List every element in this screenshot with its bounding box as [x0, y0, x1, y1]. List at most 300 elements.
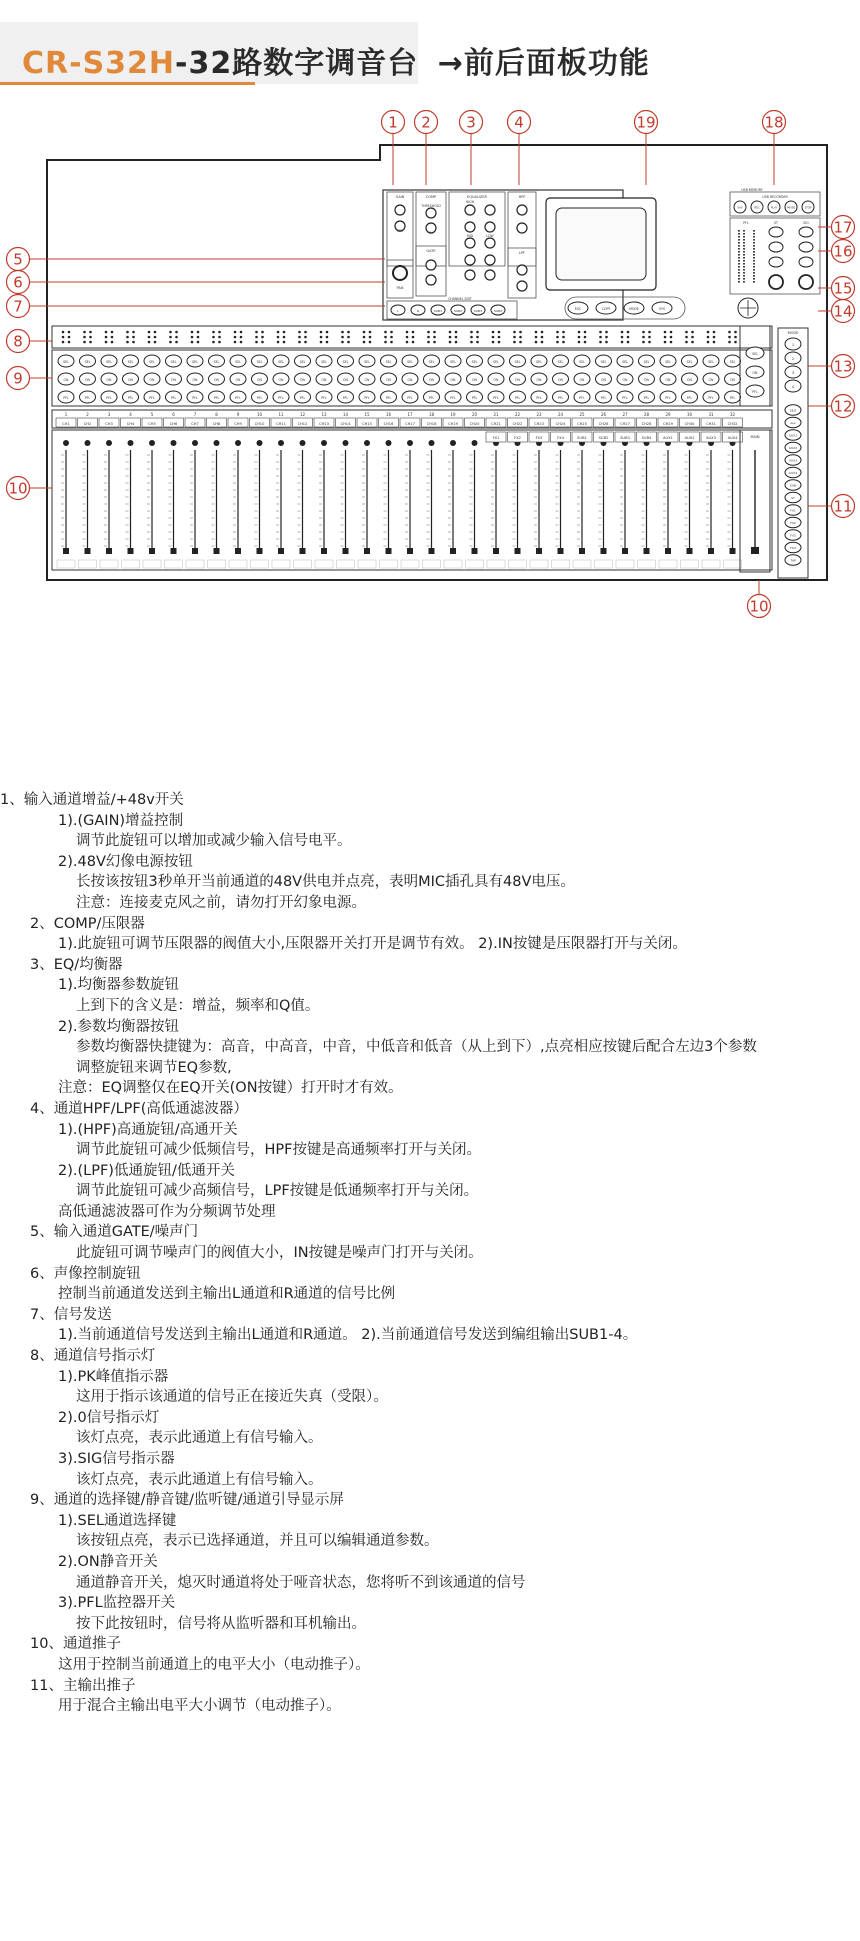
channel-button-label: SEL — [342, 360, 349, 364]
title-subtitle: 前后面板功能 — [463, 46, 650, 81]
channel-button-label: ON — [536, 378, 542, 382]
signal-led — [148, 331, 151, 334]
signal-led — [169, 341, 172, 344]
meter-led — [738, 236, 740, 238]
signal-led — [605, 341, 608, 344]
signal-led — [261, 336, 264, 339]
channel-button-label: ON — [708, 378, 714, 382]
screen-button-label: SYS — [659, 307, 665, 311]
panel-generated-parts — [7, 111, 855, 618]
signal-led — [132, 336, 135, 339]
section-label: CHANNEL EDIT — [448, 297, 472, 301]
knob — [465, 205, 475, 215]
section-label: USB RECORDER — [762, 195, 788, 199]
note-line: 1).(HPF)高通旋钮/高通开关 — [58, 1121, 238, 1138]
signal-led — [111, 341, 114, 344]
note-line: 1).此旋钮可调节压限器的阀值大小,压限器开关打开是调节有效。 2).IN按键是压限器打开与关闭。 — [58, 936, 687, 953]
bus-name: AUX2 — [684, 436, 695, 440]
meter-led — [743, 251, 745, 253]
signal-led — [197, 336, 200, 339]
knob-label: LOW — [486, 234, 494, 238]
route-button-label: SUB3 — [473, 309, 483, 313]
knob — [426, 260, 436, 270]
signal-led — [455, 336, 458, 339]
signal-led — [175, 331, 178, 334]
channel-button-label: SEL — [557, 360, 564, 364]
channel-button-label: PFL — [729, 396, 736, 400]
signal-led — [298, 331, 301, 334]
note-line: 9、通道的选择键/静音键/监听键/通道引导显示屏 — [30, 1492, 344, 1509]
channel-button-label: PFL — [149, 396, 155, 400]
channel-button-label: SEL — [450, 360, 456, 364]
signal-led — [105, 341, 108, 344]
channel-button-label: ON — [85, 378, 90, 382]
channel-number: 3 — [107, 412, 111, 417]
function-button-label: TAP — [790, 558, 796, 563]
signal-led — [734, 331, 737, 334]
usb-button-label: REC — [754, 206, 760, 210]
channel-name: CH30 — [684, 422, 695, 426]
meter-led — [738, 251, 740, 253]
signal-led — [455, 331, 458, 334]
fader-knob — [665, 548, 671, 554]
section-label: LPF — [518, 251, 526, 255]
signal-led — [83, 336, 86, 339]
channel-button-label: PFL — [407, 396, 413, 400]
function-button-label: AUX1 — [788, 433, 798, 438]
channel-name: CH16 — [383, 422, 394, 426]
channel-button-label: SEL — [407, 360, 413, 364]
signal-led — [191, 331, 194, 334]
channel-button-label: SEL — [665, 360, 671, 364]
channel-button-label: PFL — [450, 396, 456, 400]
signal-led — [433, 341, 436, 344]
signal-led — [261, 341, 264, 344]
meter-led — [753, 260, 755, 262]
meter-led — [753, 278, 755, 280]
signal-led — [642, 341, 645, 344]
fader-knob — [708, 548, 714, 554]
channel-button-label: PFL — [364, 396, 370, 400]
knob — [485, 205, 495, 215]
channel-name: CH1 — [62, 422, 70, 426]
channel-name: CH20 — [469, 422, 480, 426]
note-line: 5、输入通道GATE/噪声门 — [30, 1224, 199, 1241]
route-button-label: L — [397, 309, 399, 313]
channel-button-label: ON — [450, 378, 456, 382]
signal-led — [218, 341, 221, 344]
meter-led — [743, 242, 745, 244]
signal-led — [734, 336, 737, 339]
signal-led — [148, 341, 151, 344]
title-main: -32路数字调音台 — [175, 46, 419, 81]
channel-button-label: ON — [128, 378, 133, 382]
channel-name: CH19 — [448, 422, 458, 426]
channel-button-label: SEL — [686, 360, 693, 364]
fader-knob — [579, 548, 585, 554]
callout-number: 14 — [833, 302, 853, 321]
channel-name: CH8 — [212, 422, 221, 426]
note-line: 上到下的含义是：增益，频率和Q值。 — [76, 997, 320, 1014]
title-banner — [0, 0, 860, 100]
channel-name: CH23 — [534, 422, 544, 426]
signal-led — [498, 341, 501, 344]
function-button-label: FX2 — [790, 521, 796, 525]
meter-led — [738, 245, 740, 247]
title-arrow: → — [437, 46, 464, 81]
fader-knob — [536, 548, 542, 554]
callout-number: 8 — [13, 332, 23, 351]
signal-led — [492, 341, 495, 344]
signal-led — [707, 341, 710, 344]
fader-knob — [644, 548, 650, 554]
channel-button-label: PFL — [385, 396, 392, 400]
signal-led — [621, 336, 624, 339]
signal-led — [240, 341, 243, 344]
signal-led — [406, 331, 409, 334]
fader-knob — [472, 548, 478, 554]
knob — [517, 265, 527, 275]
signal-led — [498, 336, 501, 339]
meter-led — [743, 263, 745, 265]
channel-button-label: SEL — [213, 360, 220, 364]
fader-knob — [235, 548, 241, 554]
channel-button-label: PFL — [170, 396, 177, 400]
channel-name: CH28 — [641, 422, 652, 426]
meter-led — [738, 230, 740, 232]
signal-led — [304, 331, 307, 334]
signal-led — [599, 341, 602, 344]
meter-led — [738, 242, 740, 244]
signal-led — [691, 336, 694, 339]
signal-led — [212, 341, 215, 344]
channel-button-label: ON — [149, 378, 155, 382]
signal-led — [169, 336, 172, 339]
note-line: 4、通道HPF/LPF(高低通滤波器） — [30, 1100, 248, 1117]
channel-name: CH31 — [706, 422, 716, 426]
signal-led — [363, 341, 366, 344]
section-label: EQUALIZER — [467, 195, 487, 199]
channel-button-label: ON — [278, 378, 284, 382]
signal-led — [492, 336, 495, 339]
knob — [465, 270, 475, 280]
signal-led — [556, 336, 559, 339]
signal-led — [62, 336, 65, 339]
function-button-label: FX1 — [790, 508, 796, 513]
meter-led — [743, 245, 745, 247]
meter-led — [753, 233, 755, 235]
channel-button-label: ON — [364, 378, 370, 382]
signal-led — [320, 331, 323, 334]
callout-number: 6 — [13, 273, 23, 292]
signal-led — [449, 341, 452, 344]
channel-button-label: ON — [558, 378, 563, 382]
channel-name: CH15 — [362, 422, 372, 426]
callout-number: 13 — [833, 357, 853, 376]
channel-button-label: PFL — [557, 396, 564, 400]
channel-name: CH6 — [169, 422, 178, 426]
knob — [426, 275, 436, 285]
fader-knob — [622, 548, 628, 554]
section-label: USB MEMORY — [741, 188, 763, 192]
signal-led — [126, 336, 129, 339]
fader-knob — [687, 548, 693, 554]
channel-button-label: SEL — [106, 360, 112, 364]
channel-button-label: ON — [300, 378, 305, 382]
fader-knob — [192, 548, 198, 554]
meter-led — [743, 257, 745, 259]
monitor-button — [769, 257, 783, 267]
channel-number: 11 — [278, 412, 284, 417]
meter-led — [753, 263, 755, 265]
note-line: 这用于控制当前通道上的电平大小（电动推子）。 — [58, 1656, 370, 1673]
note-line: 高低通滤波器可作为分频调节处理 — [58, 1203, 276, 1220]
meter-led — [743, 239, 745, 241]
channel-number: 32 — [729, 412, 736, 417]
callout-number: 18 — [764, 113, 784, 132]
signal-led — [320, 341, 323, 344]
signal-led — [369, 331, 372, 334]
bus-name: AUX1 — [663, 436, 673, 440]
note-line: 调整旋钮来调节EQ参数, — [76, 1059, 232, 1076]
signal-led — [62, 331, 65, 334]
callout-number: 3 — [466, 113, 476, 132]
signal-led — [455, 341, 458, 344]
screen-button-label: COPY — [601, 307, 611, 311]
usb-button-label: PLAY — [770, 206, 778, 210]
channel-button-label: SEL — [192, 360, 198, 364]
channel-button-label: ON — [386, 378, 391, 382]
note-line: 2).48V幻像电源按钮 — [58, 853, 193, 870]
channel-number: 31 — [708, 412, 714, 417]
fader-led — [343, 440, 349, 446]
signal-led — [578, 341, 581, 344]
signal-led — [240, 336, 243, 339]
signal-led — [664, 336, 667, 339]
route-button-label: SUB4 — [493, 309, 503, 313]
function-button-label: AUX4 — [788, 471, 798, 475]
signal-led — [83, 331, 86, 334]
meter-led — [753, 266, 755, 268]
channel-button-label: SEL — [84, 360, 91, 364]
fader-knob — [601, 548, 607, 554]
knob-label: PAN — [396, 286, 404, 290]
signal-led — [578, 331, 581, 334]
signal-led — [449, 336, 452, 339]
channel-number: 7 — [193, 412, 197, 417]
signal-led — [234, 331, 237, 334]
meter-led — [743, 272, 745, 274]
note-line: 用于混合主输出电平大小调节（电动推子）。 — [58, 1698, 341, 1715]
meter-led — [753, 251, 755, 253]
channel-button-label: PFL — [84, 396, 91, 400]
channel-number: 24 — [557, 412, 564, 417]
signal-led — [363, 331, 366, 334]
bus-name: AUX4 — [727, 436, 738, 440]
meter-led — [738, 260, 740, 262]
monitor-button — [799, 257, 813, 267]
signal-led — [556, 341, 559, 344]
knob — [517, 205, 527, 215]
signal-led — [562, 336, 565, 339]
section-label: HPF — [518, 195, 526, 199]
signal-led — [234, 341, 237, 344]
channel-name: CH17 — [405, 422, 415, 426]
channel-button-label: ON — [429, 378, 434, 382]
note-line: 1).SEL通道选择键 — [58, 1512, 177, 1529]
callout-number: 4 — [514, 113, 524, 132]
route-button-label: SUB2 — [453, 309, 463, 313]
fader-knob — [257, 548, 263, 554]
channel-number: 18 — [428, 412, 435, 417]
signal-led — [728, 336, 731, 339]
meter-led — [738, 272, 740, 274]
channel-name: CH32 — [727, 422, 738, 426]
note-line: 调节此旋钮可减少高频信号，LPF按键是低通频率打开与关闭。 — [76, 1183, 479, 1200]
signal-led — [341, 336, 344, 339]
knob — [485, 238, 495, 248]
signal-led — [449, 331, 452, 334]
note-line: 1、输入通道增益/+48v开关 — [0, 792, 184, 808]
signal-led — [713, 331, 716, 334]
signal-led — [584, 341, 587, 344]
channel-button-label: SEL — [127, 360, 134, 364]
channel-button-label: PFL — [106, 396, 112, 400]
section-label: MAIN — [750, 435, 760, 439]
note-line: 10、通道推子 — [30, 1636, 121, 1653]
knob-label: 48V — [396, 229, 404, 233]
channel-button-label: ON — [601, 378, 606, 382]
meter-led — [743, 248, 745, 250]
signal-led — [691, 341, 694, 344]
signal-led — [713, 336, 716, 339]
channel-number: 16 — [385, 412, 392, 417]
phones-knob — [769, 275, 783, 289]
note-line: 3、EQ/均衡器 — [30, 956, 123, 973]
meter-led — [753, 248, 755, 250]
channel-button-label: SEL — [729, 360, 736, 364]
fader-knob — [343, 548, 349, 554]
signal-led — [390, 336, 393, 339]
signal-led — [154, 331, 157, 334]
signal-led — [691, 331, 694, 334]
meter-led — [738, 254, 740, 256]
signal-led — [111, 336, 114, 339]
channel-button-label: SEL — [63, 360, 69, 364]
channel-button-label: ON — [407, 378, 413, 382]
meter-led — [753, 230, 755, 232]
signal-led — [369, 341, 372, 344]
signal-led — [283, 336, 286, 339]
knob — [395, 205, 405, 215]
knob — [485, 255, 495, 265]
note-line: 1).当前通道信号发送到主输出L通道和R通道。 2).当前通道信号发送到编组输出SUB1-4。 — [58, 1327, 638, 1344]
note-line: 7、信号发送 — [30, 1306, 112, 1323]
page-title — [22, 38, 650, 82]
bus-name: FX2 — [514, 436, 521, 440]
channel-button-label: SEL — [235, 360, 241, 364]
callout-number: 19 — [636, 113, 656, 132]
note-line: 按下此按钮时，信号将从监听器和耳机输出。 — [76, 1615, 366, 1632]
fader-led — [63, 440, 69, 446]
signal-led — [498, 331, 501, 334]
screen-button-label: MODE — [629, 307, 639, 311]
note-line: 该灯点亮，表示此通道上有信号输入。 — [76, 1471, 323, 1488]
model-name: CR-S32H — [22, 46, 176, 81]
signal-led — [363, 336, 366, 339]
note-line: 该灯点亮，表示此通道上有信号输入。 — [76, 1430, 323, 1447]
function-button-label: AUX2 — [788, 446, 798, 450]
signal-led — [154, 341, 157, 344]
channel-button-label: ON — [214, 378, 219, 382]
signal-led — [412, 336, 415, 339]
channel-name: CH29 — [663, 422, 673, 426]
usb-button-label: PAUSE — [786, 206, 796, 210]
signal-led — [599, 331, 602, 334]
bus-name: SUB1 — [577, 436, 587, 440]
meter-led — [743, 230, 745, 232]
signal-led — [535, 341, 538, 344]
channel-number: 30 — [686, 412, 693, 417]
monitor-button — [769, 227, 783, 237]
note-line: 3).PFL监控器开关 — [58, 1595, 176, 1612]
signal-led — [154, 336, 157, 339]
fader-led — [235, 440, 241, 446]
meter-led — [753, 257, 755, 259]
fader-led — [106, 440, 112, 446]
channel-button-label: SEL — [471, 360, 478, 364]
note-line: 长按该按钮3秒单开当前通道的48V供电并点亮，表明MIC插孔具有48V电压。 — [76, 874, 575, 891]
meter-led — [738, 239, 740, 241]
signal-led — [126, 341, 129, 344]
knob — [517, 223, 527, 233]
channel-number: 8 — [215, 412, 218, 417]
signal-led — [105, 331, 108, 334]
signal-led — [218, 336, 221, 339]
section-label: SIG — [803, 221, 809, 225]
channel-button-label: ON — [321, 378, 327, 382]
meter-led — [743, 278, 745, 280]
meter-led — [743, 275, 745, 277]
channel-button-label: PFL — [256, 396, 263, 400]
channel-name: CH14 — [340, 422, 351, 426]
signal-led — [68, 336, 71, 339]
meter-led — [738, 269, 740, 271]
signal-led — [148, 336, 151, 339]
monitor-button — [799, 227, 813, 237]
signal-led — [470, 331, 473, 334]
callout-number: 2 — [421, 113, 431, 132]
mode-button-label: 1 — [791, 343, 795, 347]
signal-led — [605, 331, 608, 334]
fader-led — [300, 440, 306, 446]
fader-led — [85, 440, 91, 446]
channel-button-label: SEL — [600, 360, 607, 364]
channel-button-label: PFL — [428, 396, 435, 400]
channel-button-label: PFL — [536, 396, 542, 400]
signal-led — [384, 341, 387, 344]
channel-number: 9 — [236, 412, 240, 417]
meter-led — [738, 248, 740, 250]
monitor-button — [799, 242, 813, 252]
function-button-label: SUB — [789, 483, 797, 488]
signal-led — [685, 336, 688, 339]
fader-led — [364, 440, 370, 446]
meter-led — [743, 266, 745, 268]
signal-led — [261, 331, 264, 334]
signal-led — [470, 336, 473, 339]
channel-number: 26 — [600, 412, 607, 417]
